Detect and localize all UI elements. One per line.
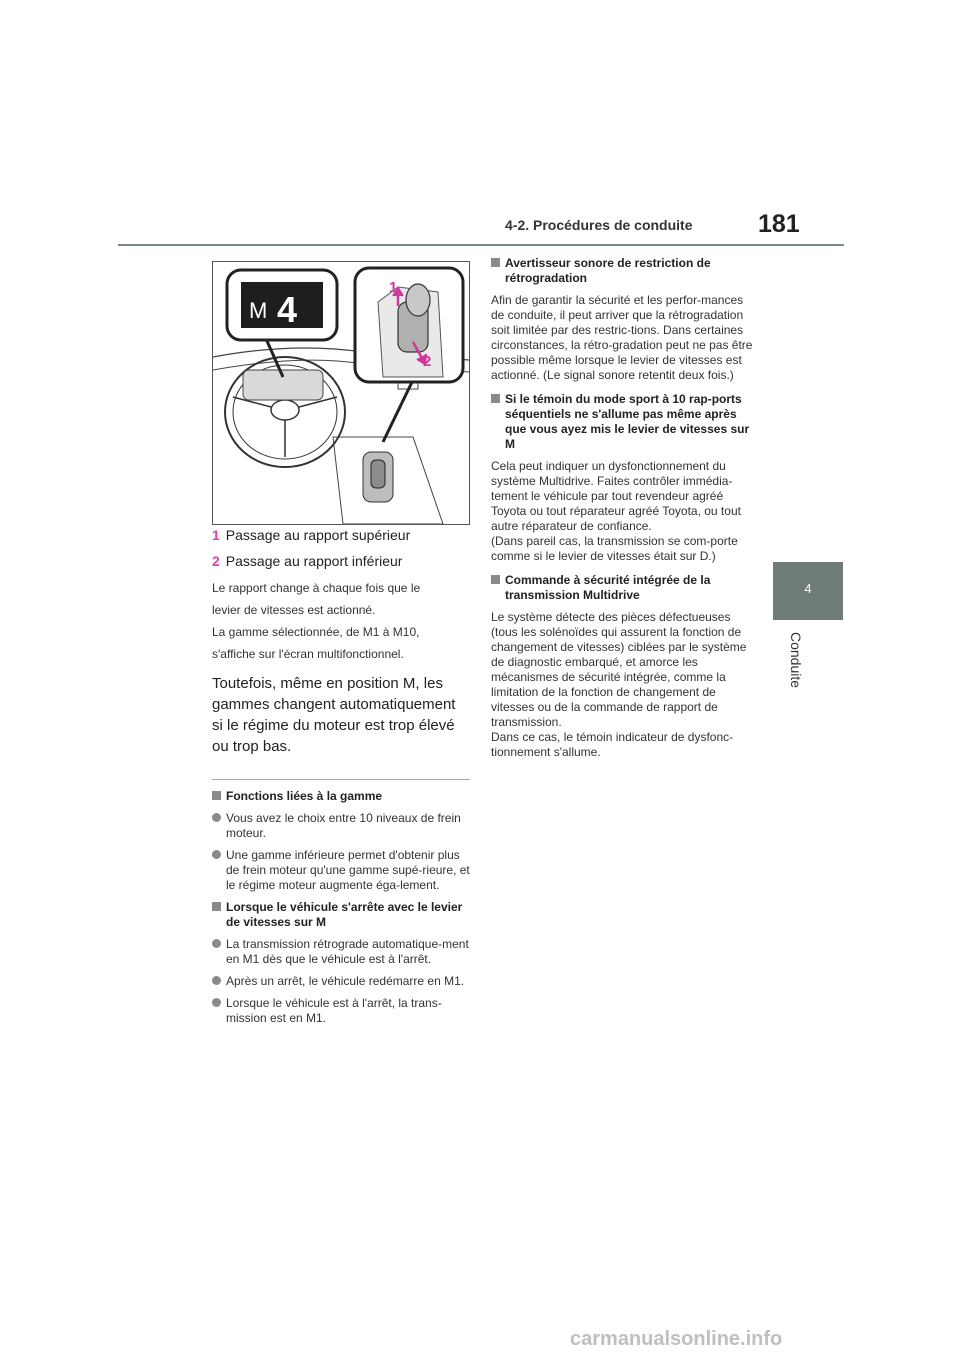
- dashboard-drawing: [213, 262, 469, 524]
- note-heading: Fonctions liées à la gamme: [212, 789, 470, 804]
- note-heading: Lorsque le véhicule s'arrête avec le levier de vitesses sur M: [212, 900, 470, 930]
- square-bullet-icon: [212, 902, 221, 911]
- callout-2: [212, 553, 470, 570]
- left-column: [212, 527, 470, 1033]
- note-heading: Commande à sécurité intégrée de la transmission Multidrive: [491, 573, 753, 603]
- circle-bullet-icon: [212, 850, 221, 859]
- display-mode: M: [249, 298, 268, 323]
- paragraph-line: s'affiche sur l'écran multifonctionnel.: [212, 647, 404, 661]
- circle-bullet-icon: [212, 976, 221, 985]
- page-number: 181: [758, 210, 800, 238]
- display-gear: 4: [277, 289, 298, 330]
- callout-up-label: 1: [389, 279, 398, 296]
- gear-shift-illustration: [212, 261, 470, 525]
- bullet-item: Une gamme inférieure permet d'obtenir plus de frein moteur qu'une gamme supé-rieure, et le régime moteur augmente éga-lement.: [212, 848, 470, 893]
- bullet-item: La transmission rétrograde automatique-ment en M1 dès que le véhicule est à l'arrêt.: [212, 937, 470, 967]
- callout-1: [212, 527, 470, 544]
- callout-text: Passage au rapport supérieur: [225, 527, 411, 543]
- chapter-tab-number: 4: [804, 581, 812, 596]
- chapter-tab[interactable]: [773, 562, 843, 620]
- header-divider: [118, 244, 844, 246]
- paragraph-line: levier de vitesses est actionné.: [212, 603, 376, 617]
- bullet-item: Vous avez le choix entre 10 niveaux de frein moteur.: [212, 811, 470, 841]
- callout-text: Passage au rapport inférieur: [225, 553, 403, 569]
- callout-num: 2: [212, 553, 220, 569]
- bullet-item: Lorsque le véhicule est à l'arrêt, la trans-mission est en M1.: [212, 996, 470, 1026]
- right-column: [491, 256, 753, 769]
- watermark: carmanualsonline.info: [570, 1328, 783, 1350]
- square-bullet-icon: [212, 791, 221, 800]
- paragraph-line: La gamme sélectionnée, de M1 à M10,: [212, 625, 420, 639]
- note-heading: Si le témoin du mode sport à 10 rap-ports séquentiels ne s'allume pas même après que vous ayez mis le levier de vitesses sur M: [491, 392, 753, 452]
- note-body: Cela peut indiquer un dysfonctionnement du système Multidrive. Faites contrôler immédia-tement le véhicule par tout revendeur agréé Toyota ou tout réparateur agréé Toyota, ou tout autre réparateur de confiance. (Dans pareil cas, la transmission se com-porte comme si le levier de vitesses était sur D.): [491, 459, 741, 563]
- square-bullet-icon: [491, 258, 500, 267]
- bullet-item: Après un arrêt, le véhicule redémarre en M1.: [212, 974, 470, 989]
- note-body: Le système détecte des pièces défectueuses (tous les solénoïdes qui assurent la fonction de changement de vitesses) ciblées par le système de diagnostic embarqué, et amorce les mécanismes de sécurité intégrée, comme la limitation de la fonction de changement de vitesses ou de la commande de rapport de transmission. Dans ce cas, le témoin indicateur de dysfonc-tionnement s'allume.: [491, 610, 747, 759]
- note-body: Afin de garantir la sécurité et les perfor-mances de conduite, il peut arriver que la rétrogradation soit limitée par des restric-tions. Dans certaines circonstances, la rétro-gradation peut ne pas être possible même lorsque le levier de vitesses est actionné. (Le signal sonore retentit deux fois.): [491, 293, 753, 382]
- circle-bullet-icon: [212, 939, 221, 948]
- chapter-tab-label: Conduite: [788, 632, 804, 689]
- emphasis-paragraph: Toutefois, même en position M, les gammes changent automatiquement si le régime du moteur est trop élevé ou trop bas.: [212, 675, 456, 755]
- callout-num: 1: [212, 527, 220, 543]
- section-title: 4-2. Procédures de conduite: [505, 217, 693, 233]
- square-bullet-icon: [491, 575, 500, 584]
- circle-bullet-icon: [212, 813, 221, 822]
- callout-down-label: 2: [423, 353, 432, 370]
- square-bullet-icon: [491, 394, 500, 403]
- circle-bullet-icon: [212, 998, 221, 1007]
- paragraph-line: Le rapport change à chaque fois que le: [212, 581, 421, 595]
- section-separator: [212, 779, 470, 780]
- note-heading: Avertisseur sonore de restriction de rétrogradation: [491, 256, 753, 286]
